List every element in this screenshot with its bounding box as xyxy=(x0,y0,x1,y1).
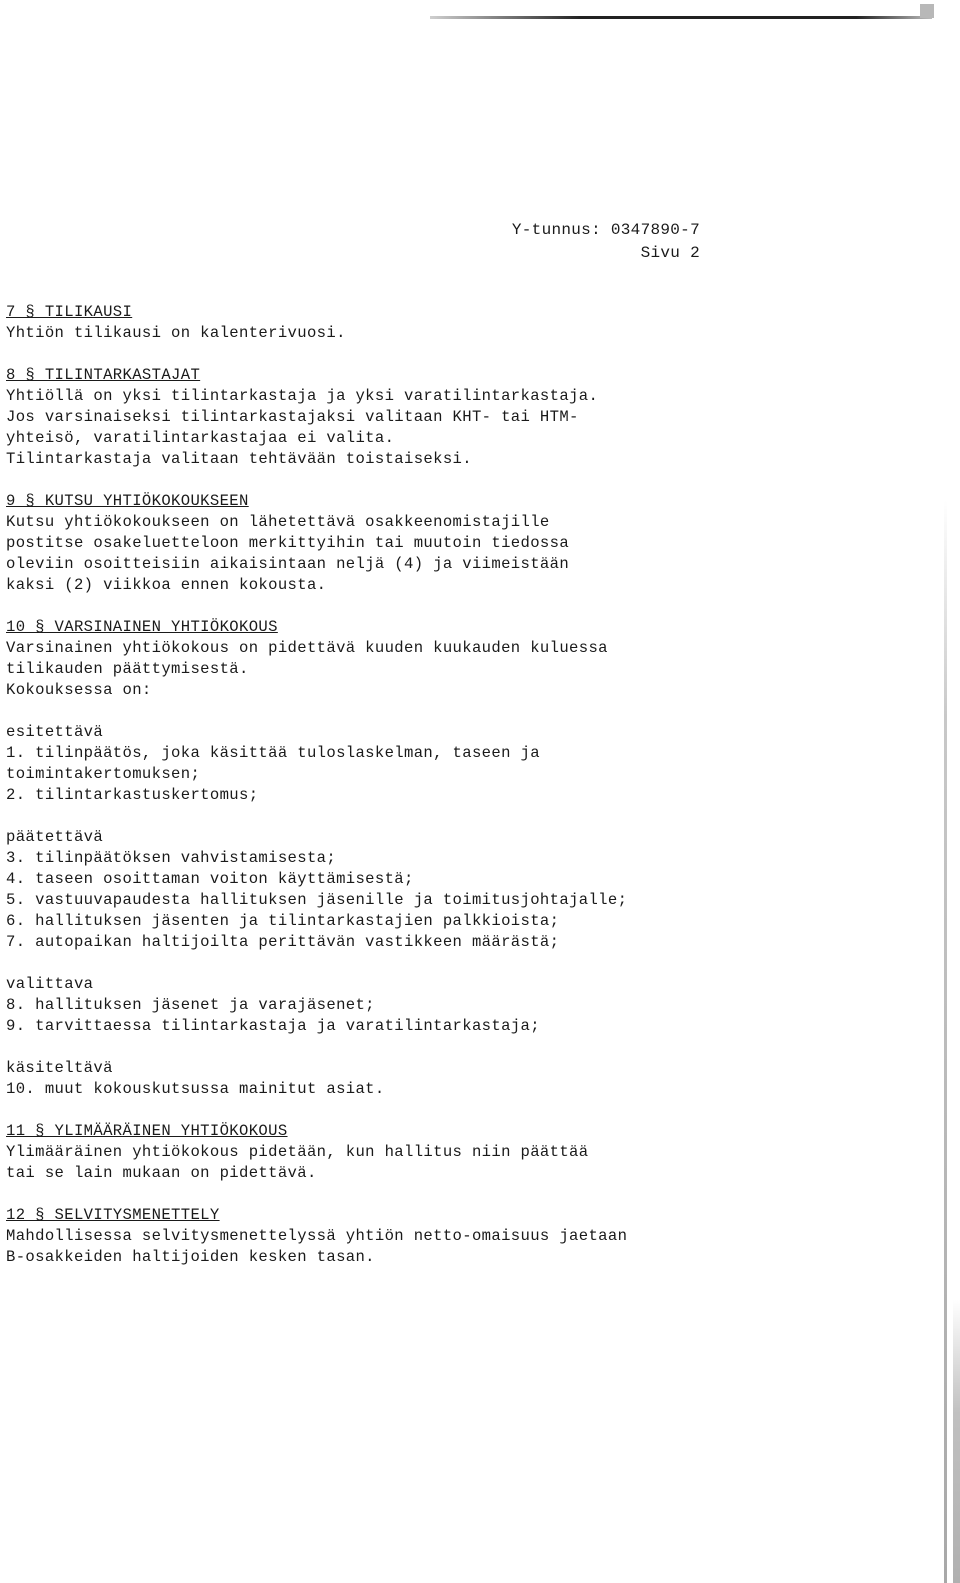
group-heading: esitettävä xyxy=(6,723,104,741)
section-10 xyxy=(6,617,746,1100)
section-line: B-osakkeiden haltijoiden kesken tasan. xyxy=(6,1248,375,1266)
group-heading: päätettävä xyxy=(6,828,104,846)
section-8 xyxy=(6,365,746,470)
section-title: 10 § VARSINAINEN YHTIÖKOKOUS xyxy=(6,618,278,636)
list-item: 4. taseen osoittaman voiton käyttämisestä; xyxy=(6,870,414,888)
section-7 xyxy=(6,302,746,344)
section-line: Kutsu yhtiökokoukseen on lähetettävä osakkeenomistajille xyxy=(6,513,550,531)
section-title: 7 § TILIKAUSI xyxy=(6,303,133,321)
document-body xyxy=(6,302,746,1289)
section-line: postitse osakeluetteloon merkittyihin tai muutoin tiedossa xyxy=(6,534,570,552)
section-line: Varsinainen yhtiökokous on pidettävä kuuden kuukauden kuluessa xyxy=(6,639,608,657)
group-heading: käsiteltävä xyxy=(6,1059,113,1077)
section-line: Ylimääräinen yhtiökokous pidetään, kun hallitus niin päättää xyxy=(6,1143,589,1161)
section-11 xyxy=(6,1121,746,1184)
scan-right-edge-shadow xyxy=(953,1300,960,1583)
list-item: 10. muut kokouskutsussa mainitut asiat. xyxy=(6,1080,385,1098)
section-line: oleviin osoitteisiin aikaisintaan neljä (4) ja viimeistään xyxy=(6,555,570,573)
list-item: toimintakertomuksen; xyxy=(6,765,201,783)
section-title: 12 § SELVITYSMENETTELY xyxy=(6,1206,220,1224)
scan-top-rule xyxy=(430,16,932,19)
section-line: Yhtiön tilikausi on kalenterivuosi. xyxy=(6,324,346,342)
section-line: tai se lain mukaan on pidettävä. xyxy=(6,1164,317,1182)
section-title: 11 § YLIMÄÄRÄINEN YHTIÖKOKOUS xyxy=(6,1122,288,1140)
business-id: Y-tunnus: 0347890-7 xyxy=(511,221,700,239)
list-item: 8. hallituksen jäsenet ja varajäsenet; xyxy=(6,996,375,1014)
section-12 xyxy=(6,1205,746,1268)
section-9 xyxy=(6,491,746,596)
list-item: 2. tilintarkastuskertomus; xyxy=(6,786,259,804)
section-line: tilikauden päättymisestä. xyxy=(6,660,249,678)
section-line: Kokouksessa on: xyxy=(6,681,152,699)
page-number: Sivu 2 xyxy=(640,244,700,262)
scan-corner-mark xyxy=(920,4,934,18)
section-title: 9 § KUTSU YHTIÖKOKOUKSEEN xyxy=(6,492,249,510)
list-item: 1. tilinpäätös, joka käsittää tuloslaskelman, taseen ja xyxy=(6,744,540,762)
section-line: Jos varsinaiseksi tilintarkastajaksi valitaan KHT- tai HTM- xyxy=(6,408,579,426)
page-header xyxy=(480,219,700,265)
section-line: yhteisö, varatilintarkastajaa ei valita. xyxy=(6,429,395,447)
list-item: 6. hallituksen jäsenten ja tilintarkastajien palkkioista; xyxy=(6,912,560,930)
group-heading: valittava xyxy=(6,975,94,993)
list-item: 9. tarvittaessa tilintarkastaja ja varatilintarkastaja; xyxy=(6,1017,540,1035)
section-line: Tilintarkastaja valitaan tehtävään toistaiseksi. xyxy=(6,450,472,468)
list-item: 7. autopaikan haltijoilta perittävän vastikkeen määrästä; xyxy=(6,933,560,951)
list-item: 5. vastuuvapaudesta hallituksen jäsenille ja toimitusjohtajalle; xyxy=(6,891,628,909)
section-line: Yhtiöllä on yksi tilintarkastaja ja yksi varatilintarkastaja. xyxy=(6,387,599,405)
section-line: kaksi (2) viikkoa ennen kokousta. xyxy=(6,576,327,594)
section-title: 8 § TILINTARKASTAJAT xyxy=(6,366,201,384)
scan-right-edge xyxy=(944,500,947,1583)
list-item: 3. tilinpäätöksen vahvistamisesta; xyxy=(6,849,337,867)
section-line: Mahdollisessa selvitysmenettelyssä yhtiön netto-omaisuus jaetaan xyxy=(6,1227,628,1245)
